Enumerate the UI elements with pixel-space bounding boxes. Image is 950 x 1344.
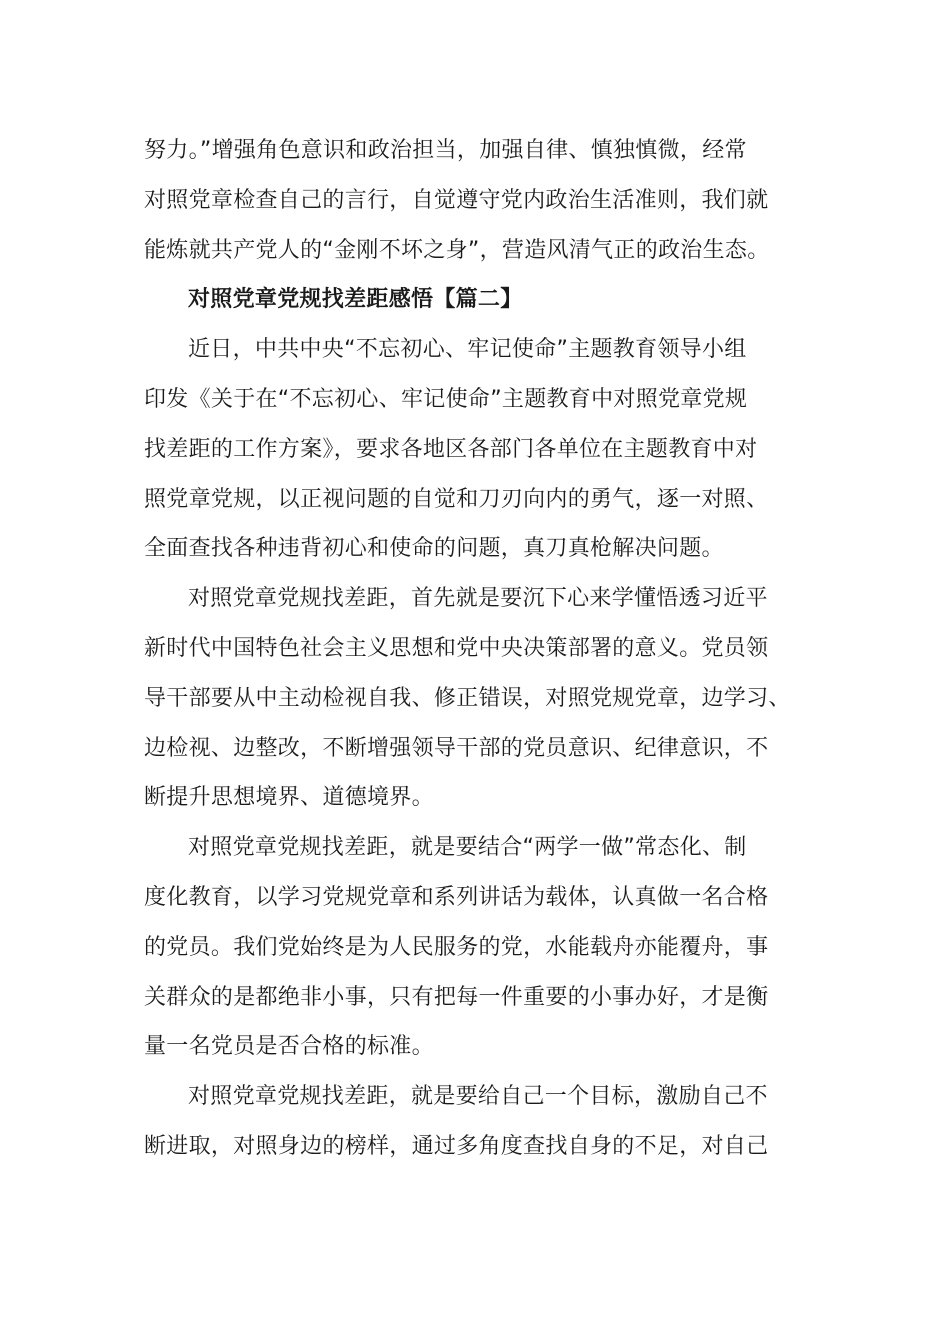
text-line: 全面查找各种违背初心和使命的问题，真刀真枪解决问题。 xyxy=(144,536,724,562)
text-line: 努力。”增强角色意识和政治担当，加强自律、慎独慎微，经常 xyxy=(144,138,747,163)
text-line: 能炼就共产党人的“金刚不坏之身”，营造风清气正的政治生态。 xyxy=(144,237,770,263)
text-line: 照党章党规，以正视问题的自觉和刀刃向内的勇气，逐一对照、 xyxy=(144,486,769,512)
text-line: 断提升思想境界、道德境界。 xyxy=(144,785,434,811)
text-line: 对照党章党规找差距，首先就是要沉下心来学懂悟透习近平 xyxy=(188,586,768,612)
text-line: 断进取，对照身边的榜样，通过多角度查找自身的不足，对自己 xyxy=(144,1133,769,1159)
text-line: 导干部要从中主动检视自我、修正错误，对照党规党章，边学习、 xyxy=(144,685,791,711)
text-line: 对照党章检查自己的言行，自觉遵守党内政治生活准则，我们就 xyxy=(144,187,769,213)
text-line: 边检视、边整改，不断增强领导干部的党员意识、纪律意识，不 xyxy=(144,735,769,761)
text-line: 找差距的工作方案》，要求各地区各部门各单位在主题教育中对 xyxy=(144,436,758,462)
text-line: 对照党章党规找差距，就是要结合“两学一做”常态化、制 xyxy=(188,835,747,861)
text-line: 关群众的是都绝非小事，只有把每一件重要的小事办好，才是衡 xyxy=(144,984,769,1010)
document-body xyxy=(144,126,804,1172)
text-line: 度化教育，以学习党规党章和系列讲话为载体，认真做一名合格 xyxy=(144,884,769,910)
section-heading: 对照党章党规找差距感悟【篇二】 xyxy=(188,287,523,313)
text-line: 新时代中国特色社会主义思想和党中央决策部署的意义。党员领 xyxy=(144,635,769,661)
text-line: 近日，中共中央“不忘初心、牢记使命”主题教育领导小组 xyxy=(188,337,747,363)
text-line: 的党员。我们党始终是为人民服务的党，水能载舟亦能覆舟，事 xyxy=(144,934,769,960)
text-line: 印发《关于在“不忘初心、牢记使命”主题教育中对照党章党规 xyxy=(144,386,748,412)
text-line: 量一名党员是否合格的标准。 xyxy=(144,1034,434,1060)
text-line: 对照党章党规找差距，就是要给自己一个目标，激励自己不 xyxy=(188,1084,768,1110)
